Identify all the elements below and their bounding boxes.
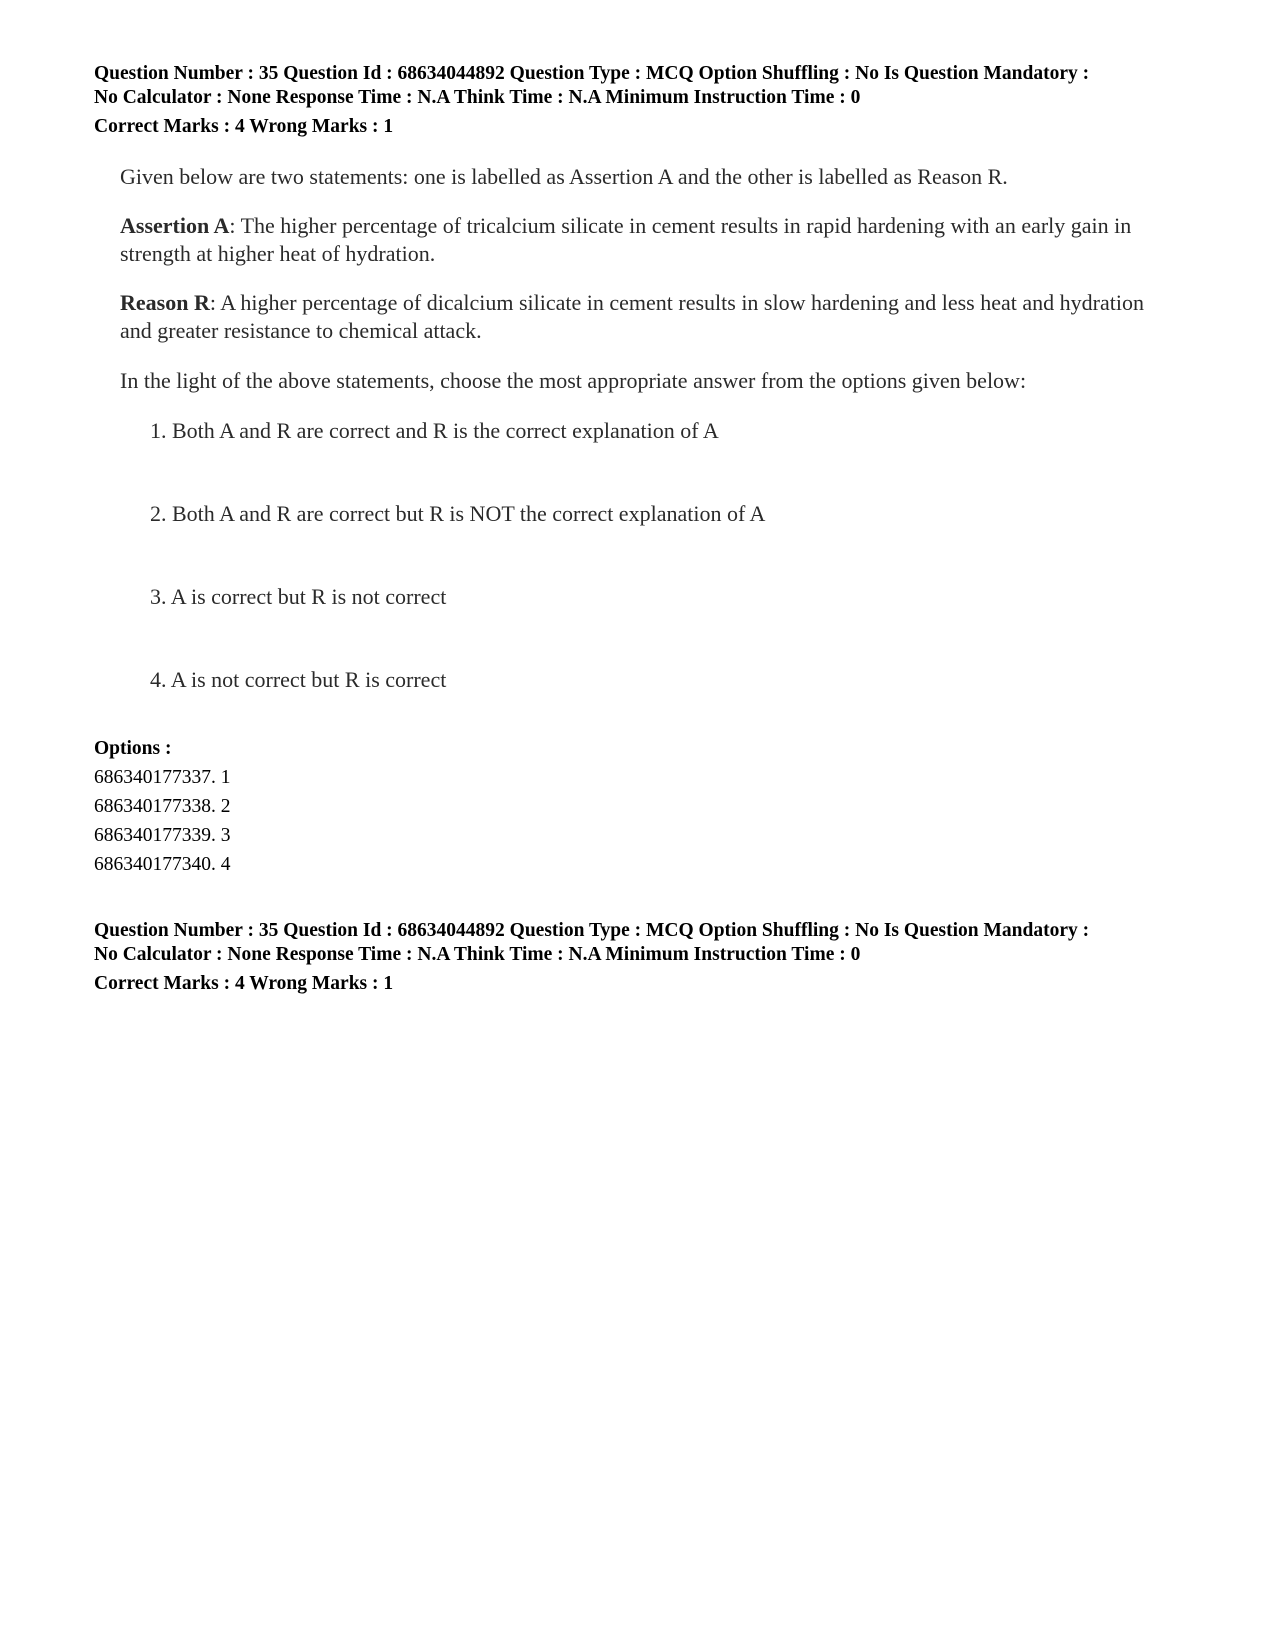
header-meta-line-2: No Calculator : None Response Time : N.A Think Time : N.A Minimum Instruction Time : 0 [94, 944, 861, 965]
answer-choice: 3. A is correct but R is not correct [150, 584, 447, 609]
options-title: Options : [94, 738, 172, 759]
question-intro: Given below are two statements: one is labelled as Assertion A and the other is labelled as Reason R. [120, 164, 1008, 189]
option-item: 686340177338. 2 [94, 796, 231, 817]
option-item: 686340177340. 4 [94, 854, 231, 875]
options-list [94, 734, 231, 879]
answer-choice: 2. Both A and R are correct but R is NOT the correct explanation of A [150, 501, 766, 526]
question-body [120, 163, 1180, 694]
option-item: 686340177339. 3 [94, 825, 231, 846]
answer-choice: 1. Both A and R are correct and R is the correct explanation of A [150, 418, 719, 443]
reason-statement [120, 289, 1180, 345]
next-question-header [94, 919, 1214, 996]
question-header [94, 62, 1214, 139]
option-item: 686340177337. 1 [94, 767, 231, 788]
reason-text: : A higher percentage of dicalcium silicate in cement results in slow hardening and less heat and hydration and greater resistance to chemical attack. [120, 290, 1144, 343]
header-marks: Correct Marks : 4 Wrong Marks : 1 [94, 973, 394, 994]
assertion-label: Assertion A [120, 213, 230, 238]
header-marks: Correct Marks : 4 Wrong Marks : 1 [94, 116, 394, 137]
answer-choice: 4. A is not correct but R is correct [150, 667, 447, 692]
header-meta-line-1: Question Number : 35 Question Id : 68634044892 Question Type : MCQ Option Shuffling : No Is Question Mandatory : [94, 63, 1090, 84]
header-meta-line-1: Question Number : 35 Question Id : 68634044892 Question Type : MCQ Option Shuffling : No Is Question Mandatory : [94, 920, 1090, 941]
assertion-statement [120, 212, 1180, 268]
question-prompt: In the light of the above statements, choose the most appropriate answer from the options given below: [120, 368, 1027, 393]
answer-choices [120, 417, 1180, 694]
reason-label: Reason R [120, 290, 210, 315]
header-meta-line-2: No Calculator : None Response Time : N.A Think Time : N.A Minimum Instruction Time : 0 [94, 87, 861, 108]
assertion-text: : The higher percentage of tricalcium silicate in cement results in rapid hardening with an early gain in strength at higher heat of hydration. [120, 213, 1132, 266]
